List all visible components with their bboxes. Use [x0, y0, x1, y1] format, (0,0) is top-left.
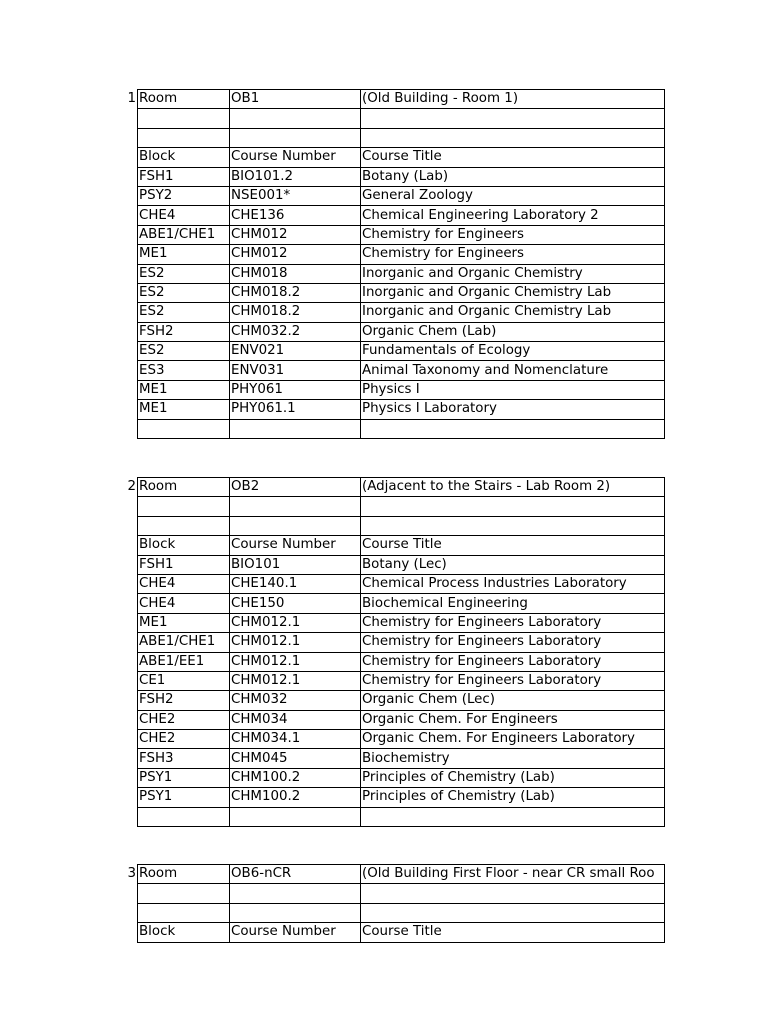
room-row: [138, 90, 665, 109]
block-cell: ES2: [138, 264, 230, 283]
table-body: [138, 90, 665, 439]
course-title-cell: Chemistry for Engineers Laboratory: [361, 633, 665, 652]
course-title-cell: Organic Chem (Lab): [361, 322, 665, 341]
room-row: [138, 865, 665, 884]
table-body: [138, 865, 665, 943]
block-cell: CHE2: [138, 710, 230, 729]
course-title-cell: General Zoology: [361, 186, 665, 205]
room-label: Room: [138, 478, 230, 497]
room-description: (Old Building First Floor - near CR small Roo: [361, 865, 665, 884]
course-number-cell: CHM032: [230, 691, 361, 710]
room-table: [137, 864, 665, 943]
block-cell: PSY1: [138, 788, 230, 807]
table-body: [138, 478, 665, 827]
course-title-cell: Organic Chem. For Engineers: [361, 710, 665, 729]
table-row: [138, 380, 665, 399]
course-number-cell: CHM018.2: [230, 283, 361, 302]
table-row: [138, 652, 665, 671]
block-cell: CHE2: [138, 730, 230, 749]
room-label: Room: [138, 865, 230, 884]
block-cell: ABE1/EE1: [138, 652, 230, 671]
course-number-cell: BIO101.2: [230, 167, 361, 186]
course-title-cell: Inorganic and Organic Chemistry Lab: [361, 303, 665, 322]
course-number-cell: CHM100.2: [230, 768, 361, 787]
course-title-cell: Physics I: [361, 380, 665, 399]
room-description: (Adjacent to the Stairs - Lab Room 2): [361, 478, 665, 497]
empty-cell: [361, 128, 665, 147]
empty-cell: [361, 884, 665, 903]
empty-cell: [230, 516, 361, 535]
block-cell: ES2: [138, 303, 230, 322]
table-row: [138, 613, 665, 632]
course-number-cell: CHM012.1: [230, 613, 361, 632]
course-number-cell: CHM012.1: [230, 633, 361, 652]
block-cell: FSH1: [138, 167, 230, 186]
course-number-cell: NSE001*: [230, 186, 361, 205]
course-number-cell: CHM034.1: [230, 730, 361, 749]
block-cell: PSY1: [138, 768, 230, 787]
empty-cell: [138, 903, 230, 922]
room-code: OB2: [230, 478, 361, 497]
header-course-number: Course Number: [230, 148, 361, 167]
course-title-cell: Chemical Engineering Laboratory 2: [361, 206, 665, 225]
course-number-cell: CHM018.2: [230, 303, 361, 322]
empty-row: [138, 807, 665, 826]
block-cell: PSY2: [138, 186, 230, 205]
room-description: (Old Building - Room 1): [361, 90, 665, 109]
section-index: 2: [127, 479, 136, 494]
table-row: [138, 283, 665, 302]
section-index: 1: [127, 91, 136, 106]
empty-cell: [361, 419, 665, 438]
table-row: [138, 225, 665, 244]
header-row: [138, 536, 665, 555]
course-number-cell: CHE140.1: [230, 574, 361, 593]
table-row: [138, 594, 665, 613]
block-cell: FSH2: [138, 691, 230, 710]
table-row: [138, 264, 665, 283]
block-cell: FSH1: [138, 555, 230, 574]
empty-cell: [230, 497, 361, 516]
table-row: [138, 303, 665, 322]
block-cell: CHE4: [138, 594, 230, 613]
room-table: [137, 89, 665, 439]
header-course-title: Course Title: [361, 148, 665, 167]
empty-row: [138, 419, 665, 438]
table-row: [138, 633, 665, 652]
block-cell: ME1: [138, 380, 230, 399]
header-block: Block: [138, 536, 230, 555]
course-number-cell: PHY061: [230, 380, 361, 399]
table-row: [138, 574, 665, 593]
course-number-cell: ENV031: [230, 361, 361, 380]
course-number-cell: CHM012.1: [230, 671, 361, 690]
course-number-cell: CHM012.1: [230, 652, 361, 671]
empty-cell: [138, 807, 230, 826]
course-title-cell: Chemistry for Engineers Laboratory: [361, 671, 665, 690]
table-row: [138, 691, 665, 710]
header-course-title: Course Title: [361, 536, 665, 555]
block-cell: FSH3: [138, 749, 230, 768]
course-title-cell: Inorganic and Organic Chemistry Lab: [361, 283, 665, 302]
empty-row: [138, 128, 665, 147]
header-row: [138, 923, 665, 942]
empty-cell: [230, 128, 361, 147]
table-row: [138, 167, 665, 186]
header-course-number: Course Number: [230, 923, 361, 942]
table-row: [138, 342, 665, 361]
block-cell: ES3: [138, 361, 230, 380]
empty-cell: [138, 128, 230, 147]
table-row: [138, 730, 665, 749]
table-row: [138, 206, 665, 225]
empty-row: [138, 903, 665, 922]
empty-cell: [361, 497, 665, 516]
table-row: [138, 671, 665, 690]
course-title-cell: Botany (Lec): [361, 555, 665, 574]
course-title-cell: Principles of Chemistry (Lab): [361, 768, 665, 787]
table-row: [138, 749, 665, 768]
empty-cell: [138, 497, 230, 516]
room-code: OB6-nCR: [230, 865, 361, 884]
room-label: Room: [138, 90, 230, 109]
empty-row: [138, 109, 665, 128]
course-number-cell: CHM032.2: [230, 322, 361, 341]
header-course-number: Course Number: [230, 536, 361, 555]
table-row: [138, 322, 665, 341]
course-number-cell: CHM012: [230, 225, 361, 244]
course-title-cell: Principles of Chemistry (Lab): [361, 788, 665, 807]
empty-cell: [230, 109, 361, 128]
table-row: [138, 186, 665, 205]
room-table: [137, 477, 665, 827]
course-number-cell: CHM045: [230, 749, 361, 768]
table-row: [138, 555, 665, 574]
course-number-cell: CHE136: [230, 206, 361, 225]
course-title-cell: Animal Taxonomy and Nomenclature: [361, 361, 665, 380]
block-cell: ES2: [138, 283, 230, 302]
empty-cell: [138, 419, 230, 438]
empty-cell: [361, 903, 665, 922]
course-number-cell: CHM034: [230, 710, 361, 729]
block-cell: CE1: [138, 671, 230, 690]
table-row: [138, 361, 665, 380]
course-title-cell: Botany (Lab): [361, 167, 665, 186]
course-number-cell: CHM012: [230, 245, 361, 264]
block-cell: ABE1/CHE1: [138, 225, 230, 244]
block-cell: ME1: [138, 245, 230, 264]
course-number-cell: CHM018: [230, 264, 361, 283]
header-block: Block: [138, 148, 230, 167]
room-code: OB1: [230, 90, 361, 109]
course-title-cell: Chemical Process Industries Laboratory: [361, 574, 665, 593]
header-row: [138, 148, 665, 167]
empty-cell: [138, 884, 230, 903]
empty-cell: [230, 884, 361, 903]
course-title-cell: Biochemical Engineering: [361, 594, 665, 613]
section-index: 3: [127, 866, 136, 881]
course-number-cell: BIO101: [230, 555, 361, 574]
course-title-cell: Chemistry for Engineers Laboratory: [361, 613, 665, 632]
table-row: [138, 768, 665, 787]
block-cell: ME1: [138, 613, 230, 632]
block-cell: ABE1/CHE1: [138, 633, 230, 652]
empty-cell: [230, 903, 361, 922]
table-row: [138, 400, 665, 419]
empty-cell: [361, 807, 665, 826]
table-row: [138, 710, 665, 729]
course-title-cell: Physics I Laboratory: [361, 400, 665, 419]
empty-cell: [361, 109, 665, 128]
block-cell: CHE4: [138, 574, 230, 593]
empty-row: [138, 884, 665, 903]
block-cell: FSH2: [138, 322, 230, 341]
empty-cell: [230, 807, 361, 826]
table-row: [138, 245, 665, 264]
course-number-cell: ENV021: [230, 342, 361, 361]
course-title-cell: Chemistry for Engineers: [361, 245, 665, 264]
empty-cell: [230, 419, 361, 438]
header-block: Block: [138, 923, 230, 942]
course-title-cell: Chemistry for Engineers: [361, 225, 665, 244]
course-title-cell: Biochemistry: [361, 749, 665, 768]
empty-cell: [361, 516, 665, 535]
course-number-cell: CHM100.2: [230, 788, 361, 807]
block-cell: ME1: [138, 400, 230, 419]
course-title-cell: Fundamentals of Ecology: [361, 342, 665, 361]
course-title-cell: Inorganic and Organic Chemistry: [361, 264, 665, 283]
course-title-cell: Organic Chem (Lec): [361, 691, 665, 710]
course-title-cell: Chemistry for Engineers Laboratory: [361, 652, 665, 671]
empty-cell: [138, 516, 230, 535]
block-cell: CHE4: [138, 206, 230, 225]
course-number-cell: PHY061.1: [230, 400, 361, 419]
empty-cell: [138, 109, 230, 128]
empty-row: [138, 516, 665, 535]
empty-row: [138, 497, 665, 516]
course-title-cell: Organic Chem. For Engineers Laboratory: [361, 730, 665, 749]
room-row: [138, 478, 665, 497]
header-course-title: Course Title: [361, 923, 665, 942]
course-number-cell: CHE150: [230, 594, 361, 613]
table-row: [138, 788, 665, 807]
block-cell: ES2: [138, 342, 230, 361]
